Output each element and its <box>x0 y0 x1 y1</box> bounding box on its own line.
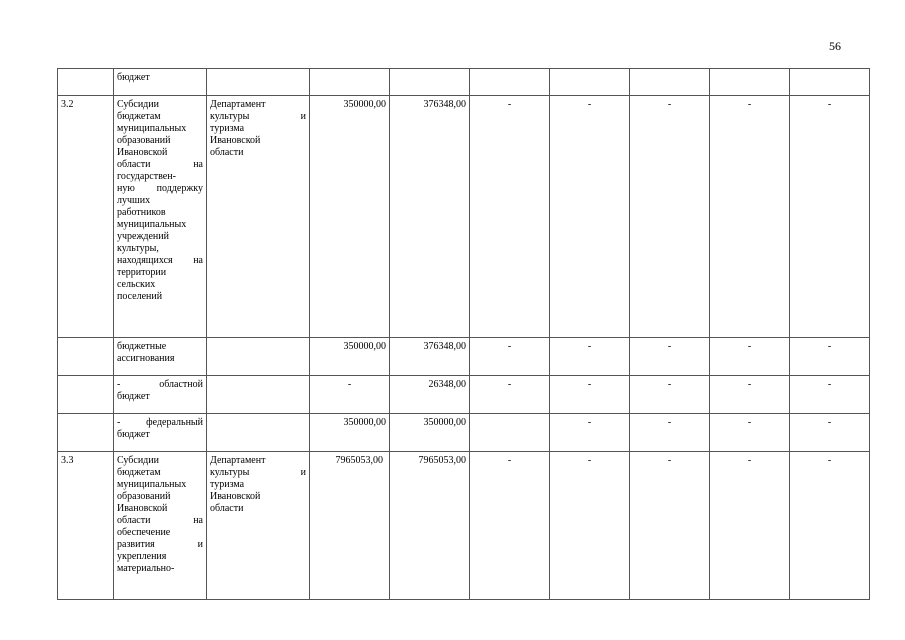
dash-cell <box>790 69 870 96</box>
description-line: учреждений <box>117 231 169 242</box>
dash-cell: - <box>630 96 710 338</box>
dash-cell: - <box>710 452 790 600</box>
department-line: Департамент <box>210 455 266 466</box>
description-line: культуры, <box>117 243 159 254</box>
dash-cell: - <box>550 452 630 600</box>
row-number-cell: 3.2 <box>58 96 114 338</box>
department-line: области <box>210 147 244 158</box>
description-line: обеспечение <box>117 527 171 538</box>
dash-cell: - <box>710 414 790 452</box>
description-cell <box>114 69 207 96</box>
dash-cell: - <box>470 96 550 338</box>
department-cell <box>207 338 310 376</box>
description-line: ную поддержку <box>117 183 203 194</box>
dash-cell: - <box>550 96 630 338</box>
page-number: 56 <box>829 39 841 53</box>
department-cell <box>207 69 310 96</box>
value-cell: 350000,00 <box>310 338 390 376</box>
value-cell <box>390 69 470 96</box>
row-number-cell <box>58 414 114 452</box>
value-cell: 350000,00 <box>310 414 390 452</box>
description-cell <box>114 338 207 376</box>
value-cell: 350000,00 <box>390 414 470 452</box>
department-cell <box>207 96 310 338</box>
description-line: бюджет <box>117 391 150 402</box>
value-cell: - <box>310 376 390 414</box>
dash-cell <box>470 69 550 96</box>
table-row <box>58 96 870 338</box>
description-line: - областной <box>117 379 203 390</box>
description-line: образований <box>117 135 171 146</box>
department-line: Ивановской <box>210 135 261 146</box>
dash-cell: - <box>710 338 790 376</box>
department-line: культуры и <box>210 467 306 478</box>
description-line: бюджет <box>117 72 150 83</box>
department-line: Департамент <box>210 99 266 110</box>
table-row <box>58 414 870 452</box>
value-cell: 26348,00 <box>390 376 470 414</box>
dash-cell: - <box>550 414 630 452</box>
dash-cell: - <box>790 452 870 600</box>
dash-cell: - <box>790 376 870 414</box>
description-line: государствен- <box>117 171 176 182</box>
dash-cell: - <box>470 452 550 600</box>
dash-cell: - <box>630 414 710 452</box>
description-cell <box>114 96 207 338</box>
description-line: Субсидии <box>117 99 159 110</box>
description-line: - федеральный <box>117 417 203 428</box>
row-number-cell <box>58 69 114 96</box>
row-number-cell <box>58 338 114 376</box>
description-line: бюджетам <box>117 467 161 478</box>
department-line: туризма <box>210 123 245 134</box>
department-line: туризма <box>210 479 245 490</box>
dash-cell: - <box>790 96 870 338</box>
table-row <box>58 376 870 414</box>
description-line: муниципальных <box>117 219 187 230</box>
description-line: муниципальных <box>117 123 187 134</box>
value-cell <box>310 69 390 96</box>
description-line: сельских <box>117 279 156 290</box>
dash-cell: - <box>790 338 870 376</box>
description-line: укрепления <box>117 551 167 562</box>
description-line: Ивановской <box>117 503 168 514</box>
description-cell <box>114 376 207 414</box>
dash-cell: - <box>550 376 630 414</box>
department-line: области <box>210 503 244 514</box>
dash-cell: - <box>630 452 710 600</box>
description-line: территории <box>117 267 167 278</box>
description-cell <box>114 452 207 600</box>
dash-cell <box>710 69 790 96</box>
dash-cell <box>550 69 630 96</box>
description-line: ассигнования <box>117 353 175 364</box>
dash-cell: - <box>790 414 870 452</box>
dash-cell: - <box>550 338 630 376</box>
dash-cell: - <box>630 338 710 376</box>
description-line: лучших <box>117 195 151 206</box>
department-line: культуры и <box>210 111 306 122</box>
dash-cell: - <box>470 338 550 376</box>
description-line: муниципальных <box>117 479 187 490</box>
department-cell <box>207 414 310 452</box>
row-number-cell: 3.3 <box>58 452 114 600</box>
value-cell: 7965053,00 <box>310 452 390 600</box>
description-cell <box>114 414 207 452</box>
description-line: бюджетные <box>117 341 167 352</box>
department-cell <box>207 452 310 600</box>
description-line: Ивановской <box>117 147 168 158</box>
dash-cell <box>470 414 550 452</box>
description-line: материально- <box>117 563 175 574</box>
description-line: Субсидии <box>117 455 159 466</box>
value-cell: 376348,00 <box>390 338 470 376</box>
budget-table <box>57 68 870 600</box>
value-cell: 7965053,00 <box>390 452 470 600</box>
table-row <box>58 452 870 600</box>
dash-cell <box>630 69 710 96</box>
dash-cell: - <box>710 376 790 414</box>
dash-cell: - <box>710 96 790 338</box>
description-line: развития и <box>117 539 203 550</box>
description-line: находящихся на <box>117 255 203 266</box>
row-number-cell <box>58 376 114 414</box>
description-line: бюджетам <box>117 111 161 122</box>
table-row <box>58 69 870 96</box>
department-cell <box>207 376 310 414</box>
department-line: Ивановской <box>210 491 261 502</box>
dash-cell: - <box>470 376 550 414</box>
table-row <box>58 338 870 376</box>
value-cell: 376348,00 <box>390 96 470 338</box>
value-cell: 350000,00 <box>310 96 390 338</box>
description-line: поселений <box>117 291 163 302</box>
description-line: бюджет <box>117 429 150 440</box>
dash-cell: - <box>630 376 710 414</box>
description-line: области на <box>117 515 203 526</box>
description-line: области на <box>117 159 203 170</box>
description-line: образований <box>117 491 171 502</box>
description-line: работников <box>117 207 166 218</box>
